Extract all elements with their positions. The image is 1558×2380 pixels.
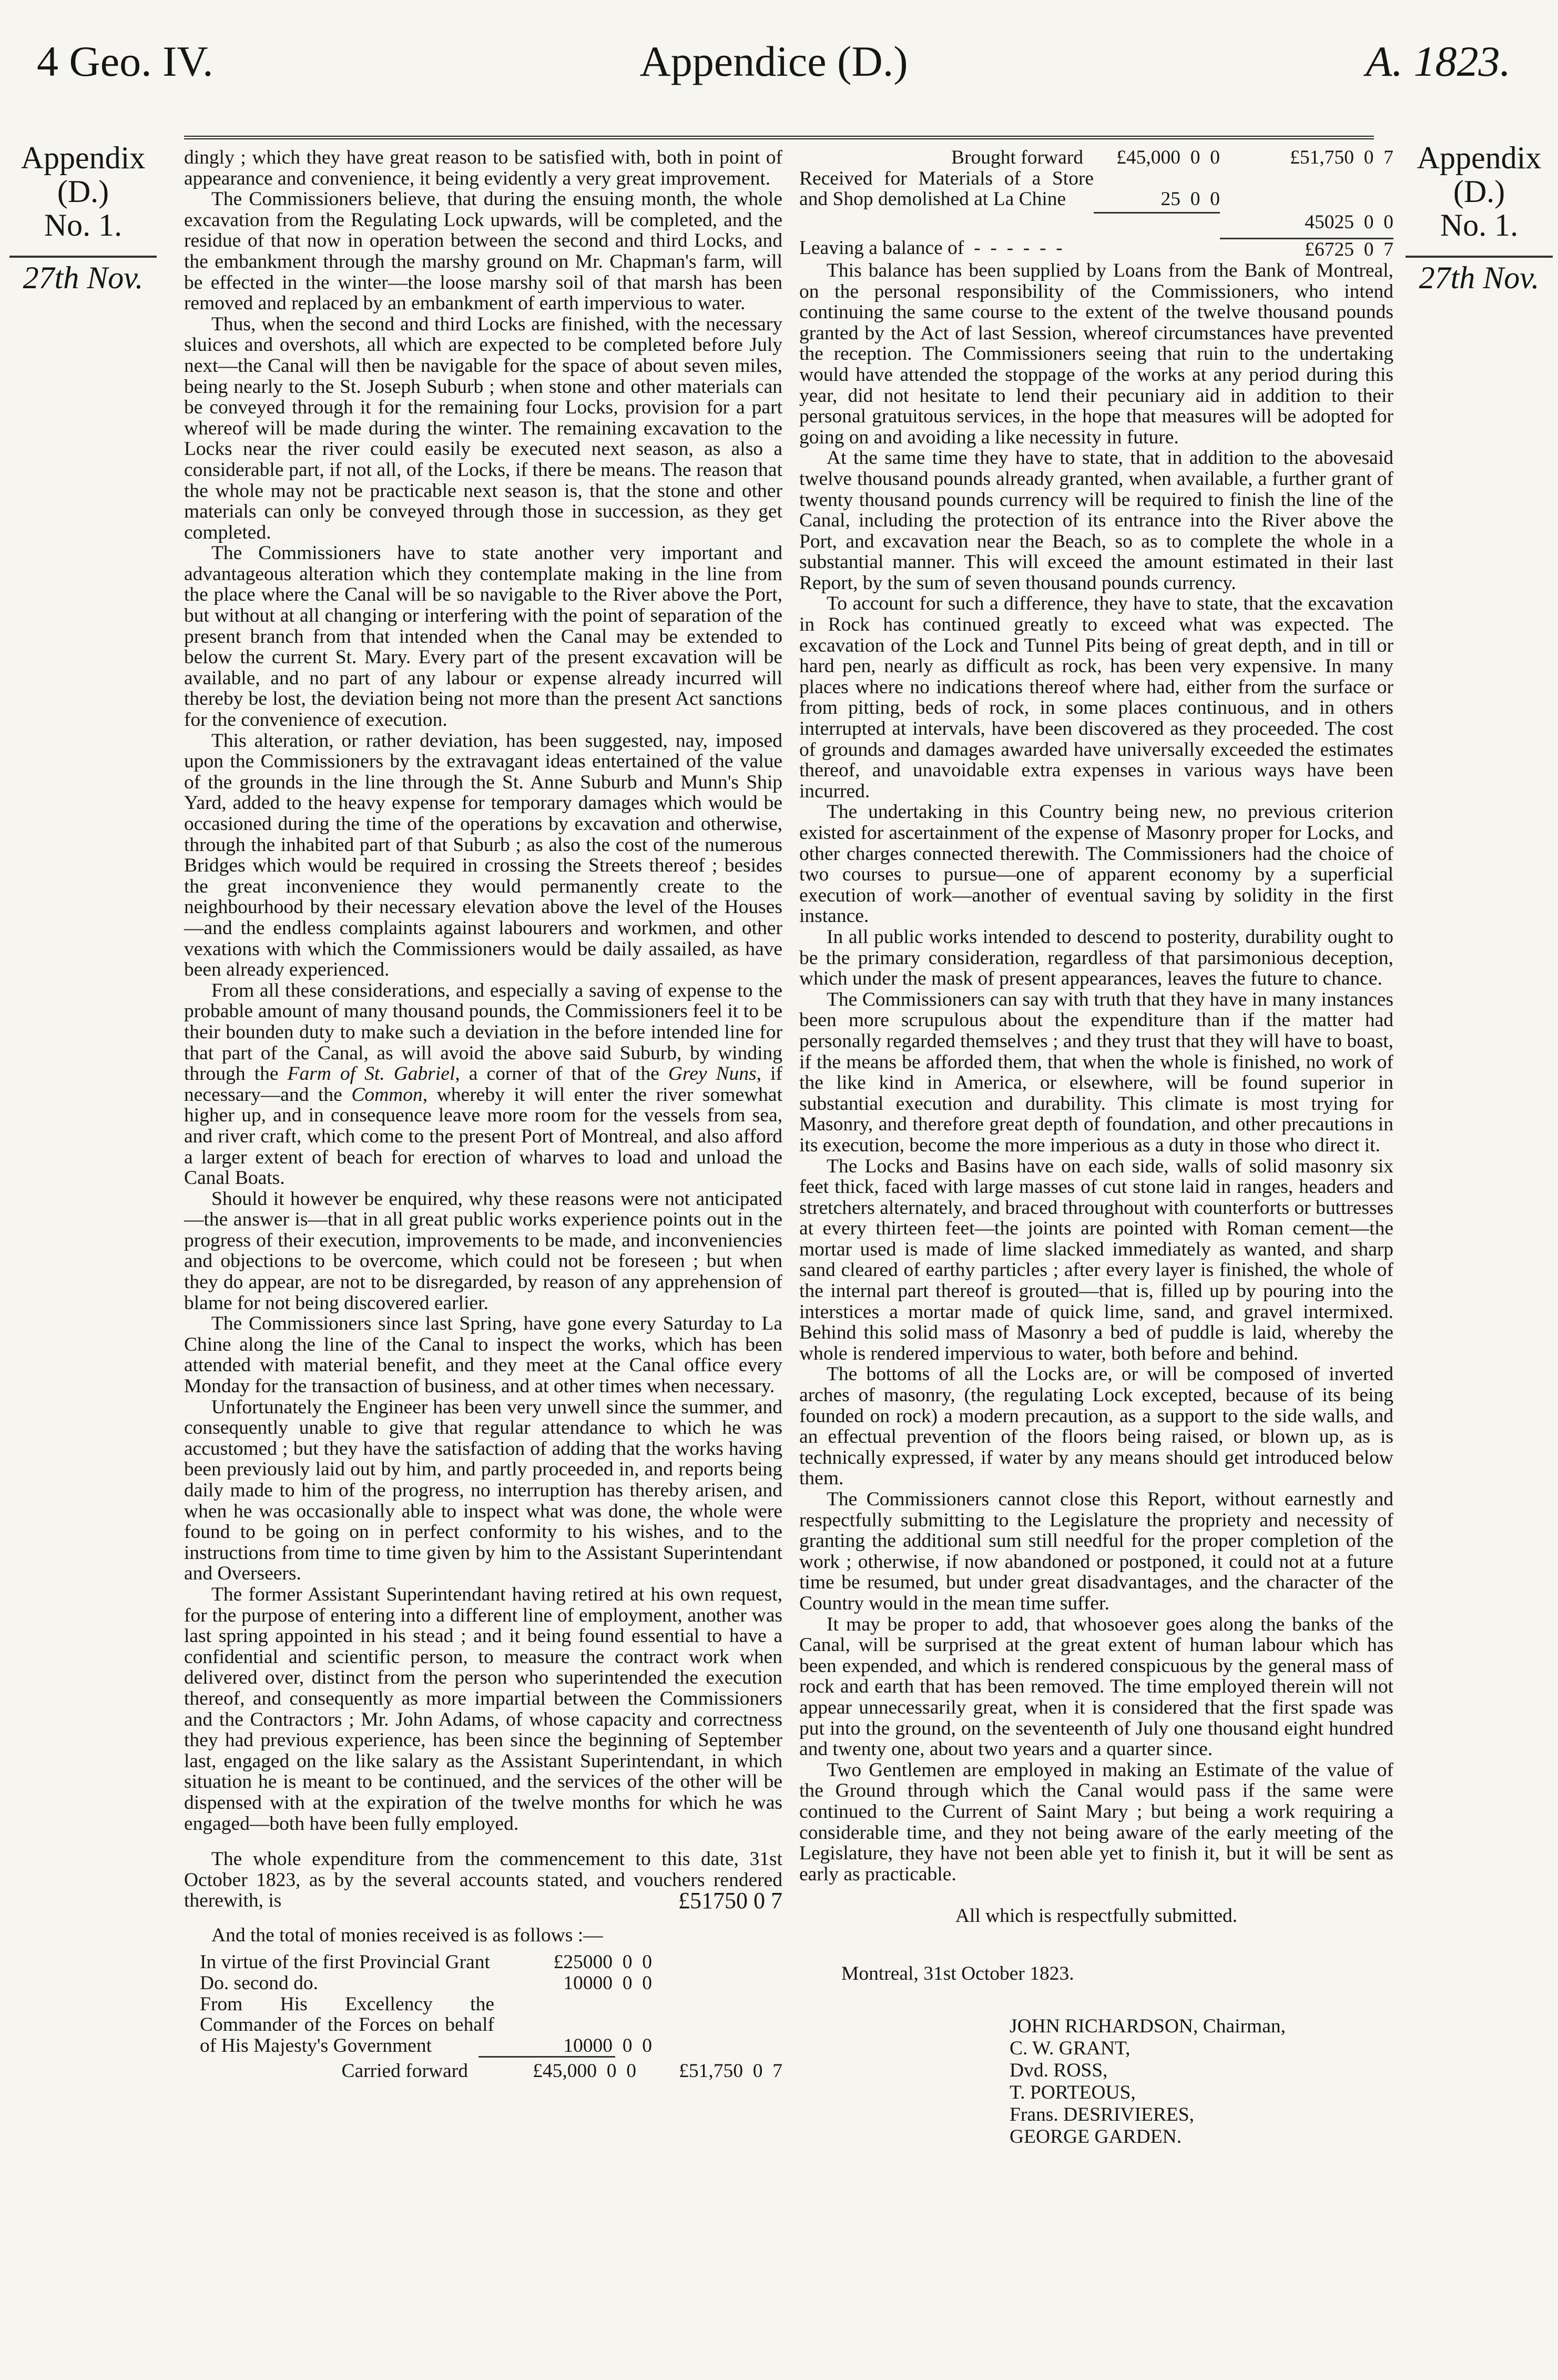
text-run: From all these considerations, and especially a saving of expense to the probable amount of many thousand pounds, the Commissioners feel it to be their bounden duty to make such a deviation in the before intended line for that part of the Canal, as will avoid the above said Suburb, by winding through the: [184, 979, 782, 1085]
ledger-amount: £45,000 0 0: [533, 2060, 636, 2082]
margin-appendix-label: Appendix: [21, 140, 146, 175]
expenditure-paragraph: [184, 1848, 782, 1914]
right-column: [799, 147, 1393, 2148]
margin-appendix-letter: (D.): [57, 174, 109, 209]
place-name: Grey Nuns: [668, 1063, 757, 1085]
ledger-amount: £45,000 0 0: [1116, 147, 1220, 168]
ledger-amount: 25 0 0: [1160, 188, 1220, 210]
margin-appendix-label: Appendix: [1417, 140, 1542, 175]
margin-appendix-number: No. 1.: [1440, 208, 1519, 242]
paragraph: The bottoms of all the Locks are, or will be composed of inverted arches of masonry, (the regulating Lock excepted, because of its being founded on rock) a modern precaution, as a support to the side walls, and an effectual prevention of the floors being raised, or blown up, as is technically expressed, if water by any means should get introduced below them.: [799, 1363, 1393, 1490]
signatory: T. PORTEOUS,: [1010, 2082, 1136, 2104]
receipts-intro: And the total of monies received is as follows :—: [211, 1924, 603, 1946]
paragraph: At the same time they have to state, that in addition to the abovesaid twelve thousand pounds already granted, when available, a further grant of twenty thousand pounds currency will be required to finish the line of the Canal, including the protection of its entrance into the River above the Port, and excavation near the Beach, so as to complete the whole in a substantial manner. This will exceed the amount estimated in their last Report, by the sum of seven thousand pounds currency.: [799, 447, 1393, 594]
ledger-row: [184, 1952, 782, 1973]
paragraph: Thus, when the second and third Locks are finished, with the necessary sluices and overshots, all which are expected to be completed before July next—the Canal will then be navigable for the space of about seven miles, being nearly to the St. Joseph Suburb ; when stone and other materials can be conveyed through it for the remaining four Locks, provision for a part whereof will be made during the winter. The remaining excavation to the Locks near the river could easily be executed next season, as also a considerable part, if not all, of the Locks, if there be means. The reason that the whole may not be practicable next season is, that the stone and other materials can only be conveyed through those in succession, as they get completed.: [184, 313, 782, 543]
ledger-total: £6725 0 7: [1220, 238, 1393, 260]
ledger-desc: Received for Materials of a Store and Shop demolished at La Chine: [799, 167, 1094, 210]
paragraph: The Commissioners have to state another very important and advantageous alteration which they contemplate making in the line from the place where the Canal will be so navigable to the River above the Port, but without at all changing or interfering with the point of separation of the present branch from that intended when the Canal may be extended to below the current St. Mary. Every part of the present excavation will be available, and no part of any labour or expense already incurred will thereby be lost, the deviation being not more than the present Act sanctions for the convenience of execution.: [184, 542, 782, 731]
paragraph: The former Assistant Superintendant having retired at his own request, for the purpose of entering into a different line of employment, another was last spring appointed in his stead ; and it being found essential to have a confidential and scientific person, to measure the contract work when delivered over, distinct from the person who superintended the execution thereof, and consequently as more impartial between the Commissioners and the Contractors ; Mr. John Adams, of whose capacity and correctness they had previous experience, has been since the beginning of September last, engaged on the like salary as the Assistant Superintendant, in which situation he is meant to be continued, and the services of the other will be dispensed with at the expiration of the twelve months for which he was engaged—both have been fully employed.: [184, 1583, 782, 1835]
submission-line: All which is respectfully submitted.: [955, 1905, 1238, 1927]
brought-forward-row: [799, 147, 1393, 168]
paragraph: This balance has been supplied by Loans from the Bank of Montreal, on the personal responsibility of the Commissioners, who intend continuing the same course to the extent of the twelve thousand pounds granted by the Act of last Session, whereof circumstances have prevented the reception. The Commissioners seeing that ruin to the undertaking would have attended the stoppage of the works at any period during this year, did not hesitate to lend their pecuniary aid in addition to their personal gratuitous services, in the hope that measures will be adopted for going on and avoiding a like necessity in future.: [799, 259, 1393, 448]
ledger-desc: Brought forward: [951, 147, 1083, 168]
signatories: [799, 2016, 1393, 2148]
place-date: Montreal, 31st October 1823.: [841, 1962, 1074, 1984]
text-run: The whole expenditure from the commencement to this date, 31st October 1823, as by the several accounts stated, and vouchers rendered therewith, is: [184, 1848, 782, 1912]
balance-ledger: [799, 147, 1393, 260]
signatory: Dvd. ROSS,: [1010, 2060, 1108, 2082]
ledger-total: 45025 0 0: [1305, 211, 1393, 233]
right-margin-note: [1406, 141, 1553, 295]
sum-rule: [478, 2056, 615, 2058]
margin-date: 27th Nov.: [1406, 256, 1553, 295]
ledger-row: [184, 1973, 782, 1994]
left-margin-note: [9, 141, 157, 295]
balance-row: [799, 238, 1393, 260]
subtotal-row: [799, 212, 1393, 233]
paragraph: The Commissioners since last Spring, have gone every Saturday to La Chine along the line of the Canal to inspect the works, which has been attended with material benefit, and they meet at the Canal office every Monday for the transaction of business, and at other times when necessary.: [184, 1313, 782, 1397]
ledger-desc: In virtue of the first Provincial Grant: [200, 1951, 490, 1973]
signature-block: [799, 1906, 1393, 2148]
ledger-row: [184, 1994, 782, 2057]
paragraph-deviation: [184, 980, 782, 1189]
paragraph: The Commissioners cannot close this Report, without earnestly and respectfully submitting to the Legislature the propriety and necessity of granting the additional sum still needful for the proper completion of the work ; otherwise, if now abandoned or postponed, it could not at a future time be resumed, but under great disadvantages, and the character of the Country would in the mean time suffer.: [799, 1488, 1393, 1614]
signatory: JOHN RICHARDSON, Chairman,: [1010, 2016, 1286, 2038]
paragraph: Two Gentlemen are employed in making an Estimate of the value of the Ground through which the Canal would pass if the same were continued to the Current of Saint Mary ; but being a work requiring a considerable time, and they not being aware of the early meeting of the Legislature, they have not been able yet to finish it, but it will be sent as early as practicable.: [799, 1759, 1393, 1885]
paragraph: To account for such a difference, they have to state, that the excavation in Rock has continued greatly to exceed what was expected. The excavation of the Lock and Tunnel Pits being of great depth, and in till or hard pen, nearly as difficult as rock, has been very expensive. In many places where no indications thereof where had, either from the surface or from pitting, beds of rock, in some places continuous, and in others interrupted at intervals, have been discovered as they proceeded. The cost of grounds and damages awarded have universally exceeded the estimates thereof, and unavoidable extra expenses in various ways have been incurred.: [799, 593, 1393, 802]
ledger-amount: £25000 0 0: [553, 1951, 652, 1973]
ledger-desc: Do. second do.: [200, 1972, 318, 1994]
text-run: , a corner of that of the: [455, 1063, 668, 1085]
ledger-total: £51,750 0 7: [1290, 147, 1393, 168]
signatory: GEORGE GARDEN.: [1010, 2126, 1182, 2148]
text-run: , if necessary—and the: [184, 1063, 782, 1106]
paragraph: The Commissioners can say with truth that they have in many instances been more scrupulous about the expenditure than if the matter had personally regarded themselves ; and they trust that they will have to boast, if the means be afforded them, that when the whole is finished, no work of the like kind in America, or elsewhere, will be found superior in substantial execution and durability. This climate is most trying for Masonry, and therefore great depth of foundation, and other precautions in its execution, become the more imperious as a duty in those who direct it.: [799, 988, 1393, 1156]
left-column: [184, 147, 782, 2082]
paragraph: In all public works intended to descend to posterity, durability ought to be the primary consideration, regardless of that parsimonious deception, which under the mask of present appearances, leaves the future to chance.: [799, 926, 1393, 990]
ledger-desc: From His Excellency the Commander of the Forces on behalf of His Majesty's Government: [200, 1993, 494, 2057]
header-rule: [184, 136, 1374, 139]
paragraph: The Commissioners believe, that during the ensuing month, the whole excavation from the Regulating Lock upwards, will be completed, and the residue of that now in operation between the second and third Locks, and the embankment through the marshy ground on Mr. Chapman's farm, will be effected in the winter—the loose marshy soil of that marsh has been removed and replaced by an embankment of earth impervious to water.: [184, 188, 782, 315]
header-session: 4 Geo. IV.: [37, 37, 213, 85]
ledger-amount: 10000 0 0: [563, 1972, 652, 1994]
margin-appendix-letter: (D.): [1453, 174, 1505, 209]
signatory: C. W. GRANT,: [1010, 2038, 1131, 2060]
place-name: Common: [351, 1083, 423, 1106]
ledger-amount: 10000 0 0: [563, 2034, 652, 2057]
ledger-desc: Leaving a balance of - - - - - -: [799, 237, 1063, 259]
paragraph: The undertaking in this Country being new, no previous criterion existed for ascertainment of the expense of Masonry proper for Locks, and other charges connected therewith. The Commissioners had the choice of two courses to pursue—one of apparent economy by a superficial execution of work—another of eventual saving by solidity in the first instance.: [799, 801, 1393, 927]
margin-date: 27th Nov.: [9, 256, 157, 295]
expenditure-total: £51750 0 7: [678, 1888, 782, 1914]
paragraph: Should it however be enquired, why these reasons were not anticipated—the answer is—that in all great public works experience points out in the progress of their execution, improvements to be made, and inconveniencies and objections to be overcome, which could not be foreseen ; but when they do appear, are not to be disregarded, by reason of any apprehension of blame for not being discovered earlier.: [184, 1188, 782, 1314]
paragraph: dingly ; which they have great reason to be satisfied with, both in point of appearance and convenience, it being evidently a very great improvement.: [184, 147, 782, 189]
header-year: A. 1823.: [1366, 37, 1511, 85]
receipts-ledger: [184, 1952, 782, 2082]
margin-appendix-number: No. 1.: [44, 208, 123, 242]
carried-forward-row: [184, 2061, 782, 2082]
ledger-desc: Carried forward: [341, 2060, 468, 2082]
ledger-total: £51,750 0 7: [679, 2060, 782, 2082]
page-header: [37, 37, 1511, 121]
paragraph: The Locks and Basins have on each side, walls of solid masonry six feet thick, faced with large masses of cut stone laid in ranges, headers and stretchers alternately, and braced throughout with counterforts or buttresses at every thirteen feet—the joints are pointed with Roman cement—the mortar used is made of lime slacked immediately as wanted, and sharp sand cleared of earthy particles ; after every layer is finished, the whole of the internal part thereof is grouted—that is, filled up by pouring into the interstices a mortar made of quick lime, sand, and gravel intermixed. Behind this solid mass of Masonry a bed of puddle is laid, whereby the whole is rendered impervious to water, both before and behind.: [799, 1155, 1393, 1364]
paragraph: Unfortunately the Engineer has been very unwell since the summer, and consequently unable to give that regular attendance to which he was accustomed ; but they have the satisfaction of adding that the works having been previously laid out by him, and partly proceeded in, and reports being daily made to him of the progress, no interruption has thereby arisen, and when he was occasionally able to inspect what was done, the whole were found to be going on in perfect conformity to his wishes, and to the instructions from time to time given by him to the Assistant Superintendant and Overseers.: [184, 1396, 782, 1585]
text-run: , whereby it will enter the river somewhat higher up, and in consequence leave more room for the vessels from sea, and river craft, which come to the present Port of Montreal, and also afford a larger extent of beach for erection of wharves to load and unload the Canal Boats.: [184, 1083, 782, 1189]
signatory: Frans. DESRIVIERES,: [1010, 2104, 1195, 2126]
paragraph: It may be proper to add, that whosoever goes along the banks of the Canal, will be surprised at the great extent of human labour which has been expended, and which is rendered conspicuous by the general mass of rock and earth that has been removed. The time employed therein will not appear unnecessarily great, when it is considered that the first spade was put into the ground, on the seventeenth of July one thousand eight hundred and twenty one, about two years and a quarter since.: [799, 1613, 1393, 1760]
ledger-row: [799, 168, 1393, 210]
header-title: Appendice (D.): [639, 37, 908, 85]
paragraph: This alteration, or rather deviation, has been suggested, nay, imposed upon the Commissioners by the extravagant ideas entertained of the value of the grounds in the line through the St. Anne Suburb and Munn's Ship Yard, added to the heavy expense for temporary damages which would be occasioned during the time of the operations by excavation and otherwise, through the inhabited part of that Suburb ; as also the cost of the numerous Bridges which would be required in crossing the Streets thereof ; besides the great inconvenience they would permanently create to the neighbourhood by their necessary elevation above the level of the Houses—and the endless complaints against labourers and workmen, and other vexations with which the Commissioners would be daily assailed, as have been already experienced.: [184, 730, 782, 981]
place-name: Farm of St. Gabriel: [287, 1063, 455, 1085]
